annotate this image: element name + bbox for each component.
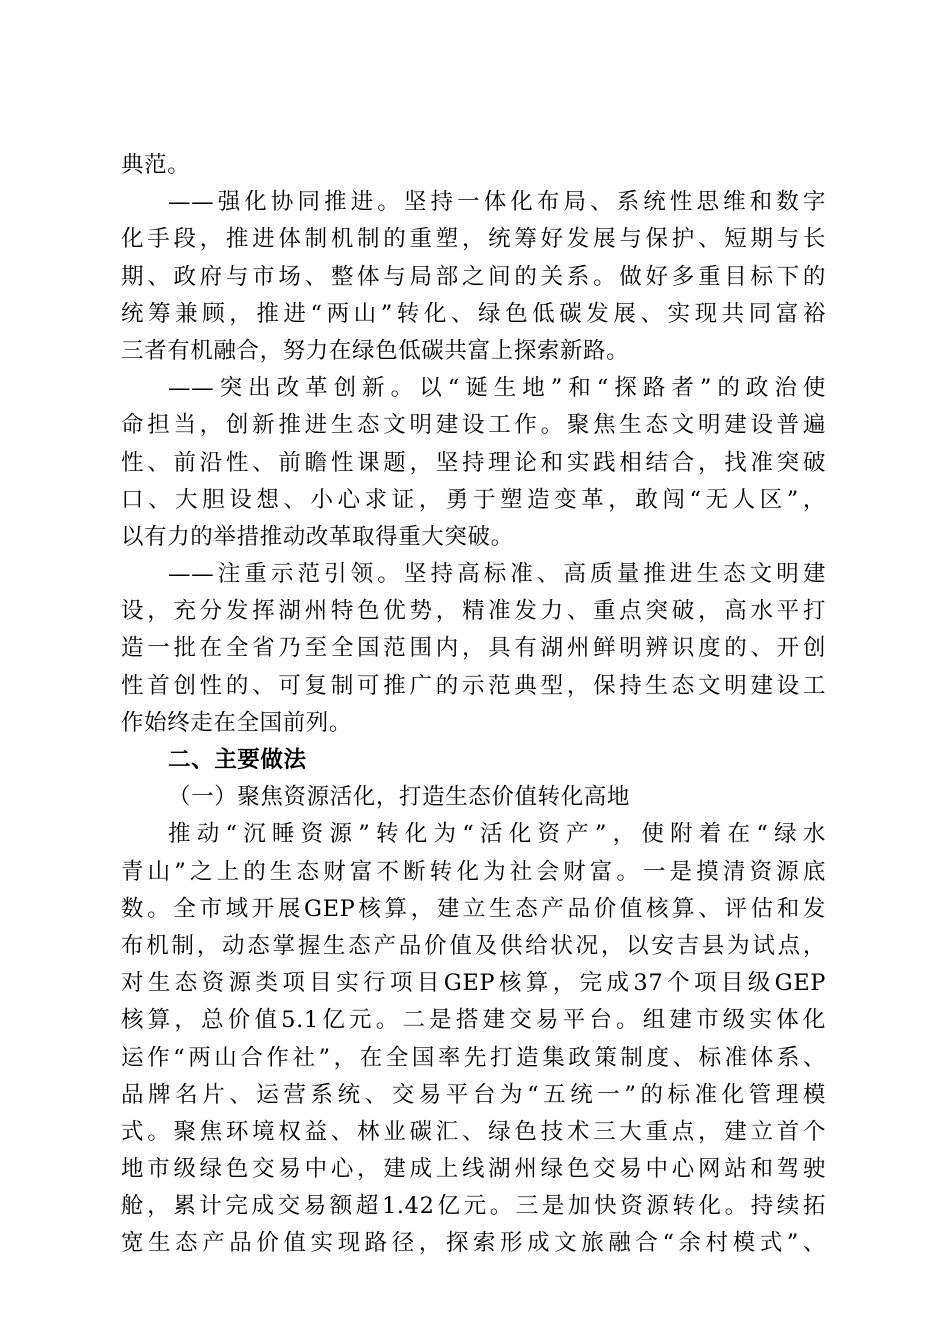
text-line: 舱，累计完成交易额超1.42亿元。三是加快资源转化。持续拓: [121, 1193, 826, 1220]
text-line: 统筹兼顾，推进“两山”转化、绿色低碳发展、实现共同富裕: [121, 300, 826, 327]
text-line: 口、大胆设想、小心求证，勇于塑造变革，敢闯“无人区”，: [121, 486, 826, 513]
text-line: ——突出改革创新。以“诞生地”和“探路者”的政治使: [168, 375, 826, 402]
text-line: 作始终走在全国前列。: [121, 709, 353, 736]
text-line: 数。全市域开展GEP核算，建立生态产品价值核算、评估和发: [121, 895, 826, 922]
text-line: 命担当，创新推进生态文明建设工作。聚焦生态文明建设普遍: [121, 412, 826, 439]
section-heading: 二、主要做法: [168, 747, 307, 773]
text-line: 推动“沉睡资源”转化为“活化资产”，使附着在“绿水: [168, 821, 826, 848]
text-line: 对生态资源类项目实行项目GEP核算，完成37个项目级GEP: [121, 970, 826, 997]
text-line: 运作“两山合作社”，在全国率先打造集政策制度、标准体系、: [121, 1044, 826, 1071]
text-line: （一）聚焦资源活化，打造生态价值转化高地: [168, 784, 631, 811]
text-line: 化手段，推进体制机制的重塑，统筹好发展与保护、短期与长: [121, 226, 826, 253]
document-body: [121, 147, 826, 1263]
text-line: 造一批在全省乃至全国范围内，具有湖州鲜明辨识度的、开创: [121, 635, 826, 662]
text-line: 性、前沿性、前瞻性课题，坚持理论和实践相结合，找准突破: [121, 449, 826, 476]
text-line: 核算，总价值5.1亿元。二是搭建交易平台。组建市级实体化: [121, 1007, 826, 1034]
text-line: 典范。: [121, 152, 191, 178]
text-line: 式。聚焦环境权益、林业碳汇、绿色技术三大重点，建立首个: [121, 1118, 826, 1145]
text-line: 三者有机融合，努力在绿色低碳共富上探索新路。: [121, 337, 630, 364]
text-line: 地市级绿色交易中心，建成上线湖州绿色交易中心网站和驾驶: [121, 1156, 826, 1183]
text-line: 宽生态产品价值实现路径，探索形成文旅融合“余村模式”、: [121, 1230, 826, 1257]
text-line: ——强化协同推进。坚持一体化布局、系统性思维和数字: [168, 189, 826, 216]
text-line: ——注重示范引领。坚持高标准、高质量推进生态文明建: [168, 561, 826, 588]
text-line: 设，充分发挥湖州特色优势，精准发力、重点突破，高水平打: [121, 598, 826, 625]
text-line: 以有力的举措推动改革取得重大突破。: [121, 523, 514, 550]
text-line: 性首创性的、可复制可推广的示范典型，保持生态文明建设工: [121, 672, 826, 699]
text-line: 青山”之上的生态财富不断转化为社会财富。一是摸清资源底: [121, 858, 826, 885]
text-line: 布机制，动态掌握生态产品价值及供给状况，以安吉县为试点，: [121, 932, 826, 959]
text-line: 品牌名片、运营系统、交易平台为“五统一”的标准化管理模: [121, 1081, 826, 1108]
text-line: 期、政府与市场、整体与局部之间的关系。做好多重目标下的: [121, 263, 826, 290]
